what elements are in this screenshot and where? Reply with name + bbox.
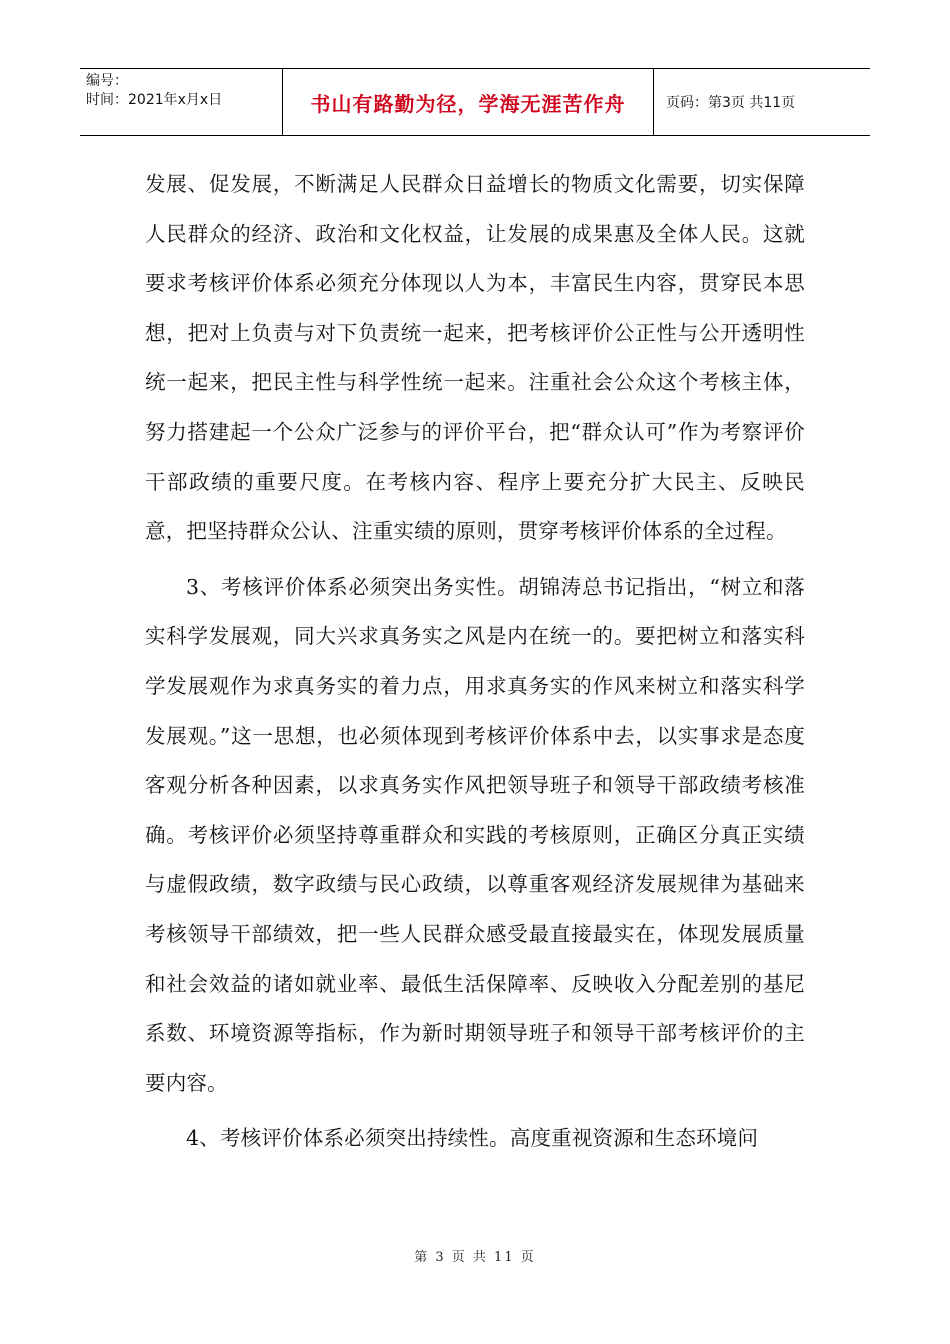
header-page-cell [654,69,870,135]
paragraph-point-3: 3、考核评价体系必须突出务实性。胡锦涛总书记指出，“树立和落实科学发展观，同大兴求真务实之风是内在统一的。要把树立和落实科学发展观作为求真务实的着力点，用求真务实的作风来树立和落实科学发展观。”这一思想，也必须体现到考核评价体系中去，以实事求是态度客观分析各种因素，以求真务实作风把领导班子和领导干部政绩考核准确。考核评价必须坚持尊重群众和实践的考核原则，正确区分真正实绩与虚假政绩，数字政绩与民心政绩，以尊重客观经济发展规律为基础来考核领导干部绩效，把一些人民群众感受最直接最实在，体现发展质量和社会效益的诸如就业率、最低生活保障率、反映收入分配差别的基尼系数、环境资源等指标，作为新时期领导班子和领导干部考核评价的主要内容。 [145,574,805,1095]
paragraph-point-4: 4、考核评价体系必须突出持续性。高度重视资源和生态环境问 [186,1126,759,1151]
page-footer: 第 3 页 共 11 页 [414,1250,536,1265]
document-body [145,160,805,1164]
time-label: 时间：2021年x月x日 [86,92,223,108]
motto-text: 书山有路勤为径，学海无涯苦作舟 [310,91,626,116]
serial-label: 编号： [86,73,128,89]
paragraph-continuation: 发展、促发展，不断满足人民群众日益增长的物质文化需要，切实保障人民群众的经济、政治和文化权益，让发展的成果惠及全体人民。这就要求考核评价体系必须充分体现以人为本，丰富民生内容，贯穿民本思想，把对上负责与对下负责统一起来，把考核评价公正性与公开透明性统一起来，把民主性与科学性统一起来。注重社会公众这个考核主体，努力搭建起一个公众广泛参与的评价平台，把“群众认可”作为考察评价干部政绩的重要尺度。在考核内容、程序上要充分扩大民主、反映民意，把坚持群众公认、注重实绩的原则，贯穿考核评价体系的全过程。 [145,172,805,544]
header-meta-cell [80,69,283,135]
header-motto-cell [283,69,654,135]
page-info: 页码：第3页 共11页 [666,95,796,111]
header-table [80,68,870,136]
